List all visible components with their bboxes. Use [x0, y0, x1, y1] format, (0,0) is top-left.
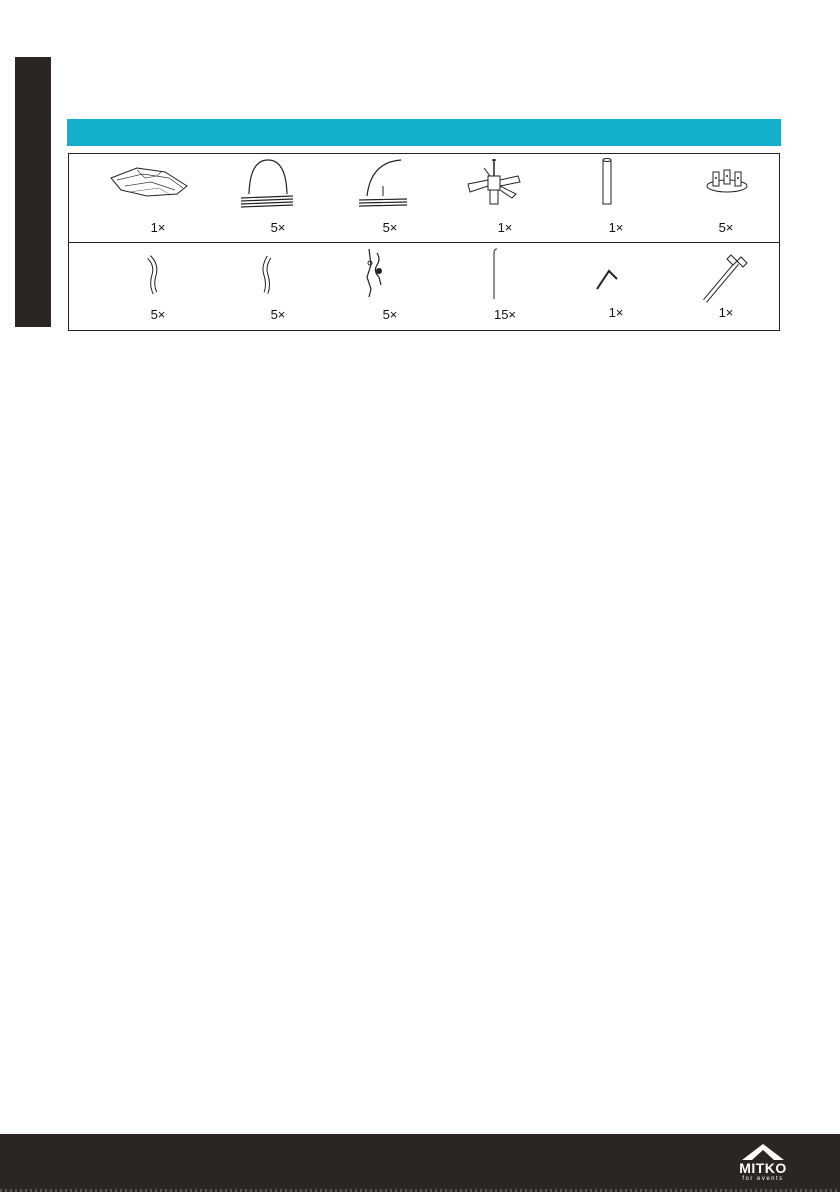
quantity-label: 5×	[382, 220, 398, 235]
center-pole-icon	[557, 154, 675, 214]
part-allen-key	[557, 243, 675, 331]
hammer-icon	[667, 243, 785, 303]
page-footer	[0, 1134, 840, 1192]
quantity-label: 1×	[718, 305, 734, 320]
center-connector-icon	[446, 154, 564, 214]
quantity-label: 1×	[150, 220, 166, 235]
part-canopy-fabric	[99, 154, 217, 242]
arched-pole-bundle-icon	[219, 154, 337, 214]
quantity-label: 1×	[497, 220, 513, 235]
quantity-label: 5×	[382, 307, 398, 322]
part-guy-rope	[331, 243, 449, 331]
part-arched-pole-bundle	[219, 154, 337, 242]
guy-rope-icon	[331, 243, 449, 303]
side-section-tab	[15, 57, 51, 327]
curved-pole-bundle-icon	[331, 154, 449, 214]
quantity-label: 5×	[150, 307, 166, 322]
quantity-label: 15×	[493, 307, 517, 322]
part-bent-tube	[99, 243, 217, 331]
logo-text: MITKO	[739, 1160, 787, 1176]
quantity-label: 1×	[608, 220, 624, 235]
logo-subtext: for events	[742, 1176, 784, 1182]
brand-logo	[728, 1140, 798, 1188]
parts-header-bar	[67, 119, 781, 146]
part-base-plate	[667, 154, 785, 242]
quantity-label: 1×	[608, 305, 624, 320]
tent-logo-icon	[728, 1140, 798, 1162]
bent-tube-icon	[99, 243, 217, 303]
quantity-label: 5×	[718, 220, 734, 235]
quantity-label: 5×	[270, 220, 286, 235]
ground-stake-icon	[446, 243, 564, 303]
base-plate-icon	[667, 154, 785, 214]
part-ground-stake	[446, 243, 564, 331]
canopy-fabric-icon	[99, 154, 217, 214]
quantity-label: 5×	[270, 307, 286, 322]
part-center-connector	[446, 154, 564, 242]
parts-list-table	[68, 153, 780, 331]
bent-tube-alt-icon	[219, 243, 337, 303]
part-curved-pole-bundle	[331, 154, 449, 242]
part-center-pole	[557, 154, 675, 242]
part-hammer	[667, 243, 785, 331]
allen-key-icon	[557, 243, 675, 303]
part-bent-tube-alt	[219, 243, 337, 331]
